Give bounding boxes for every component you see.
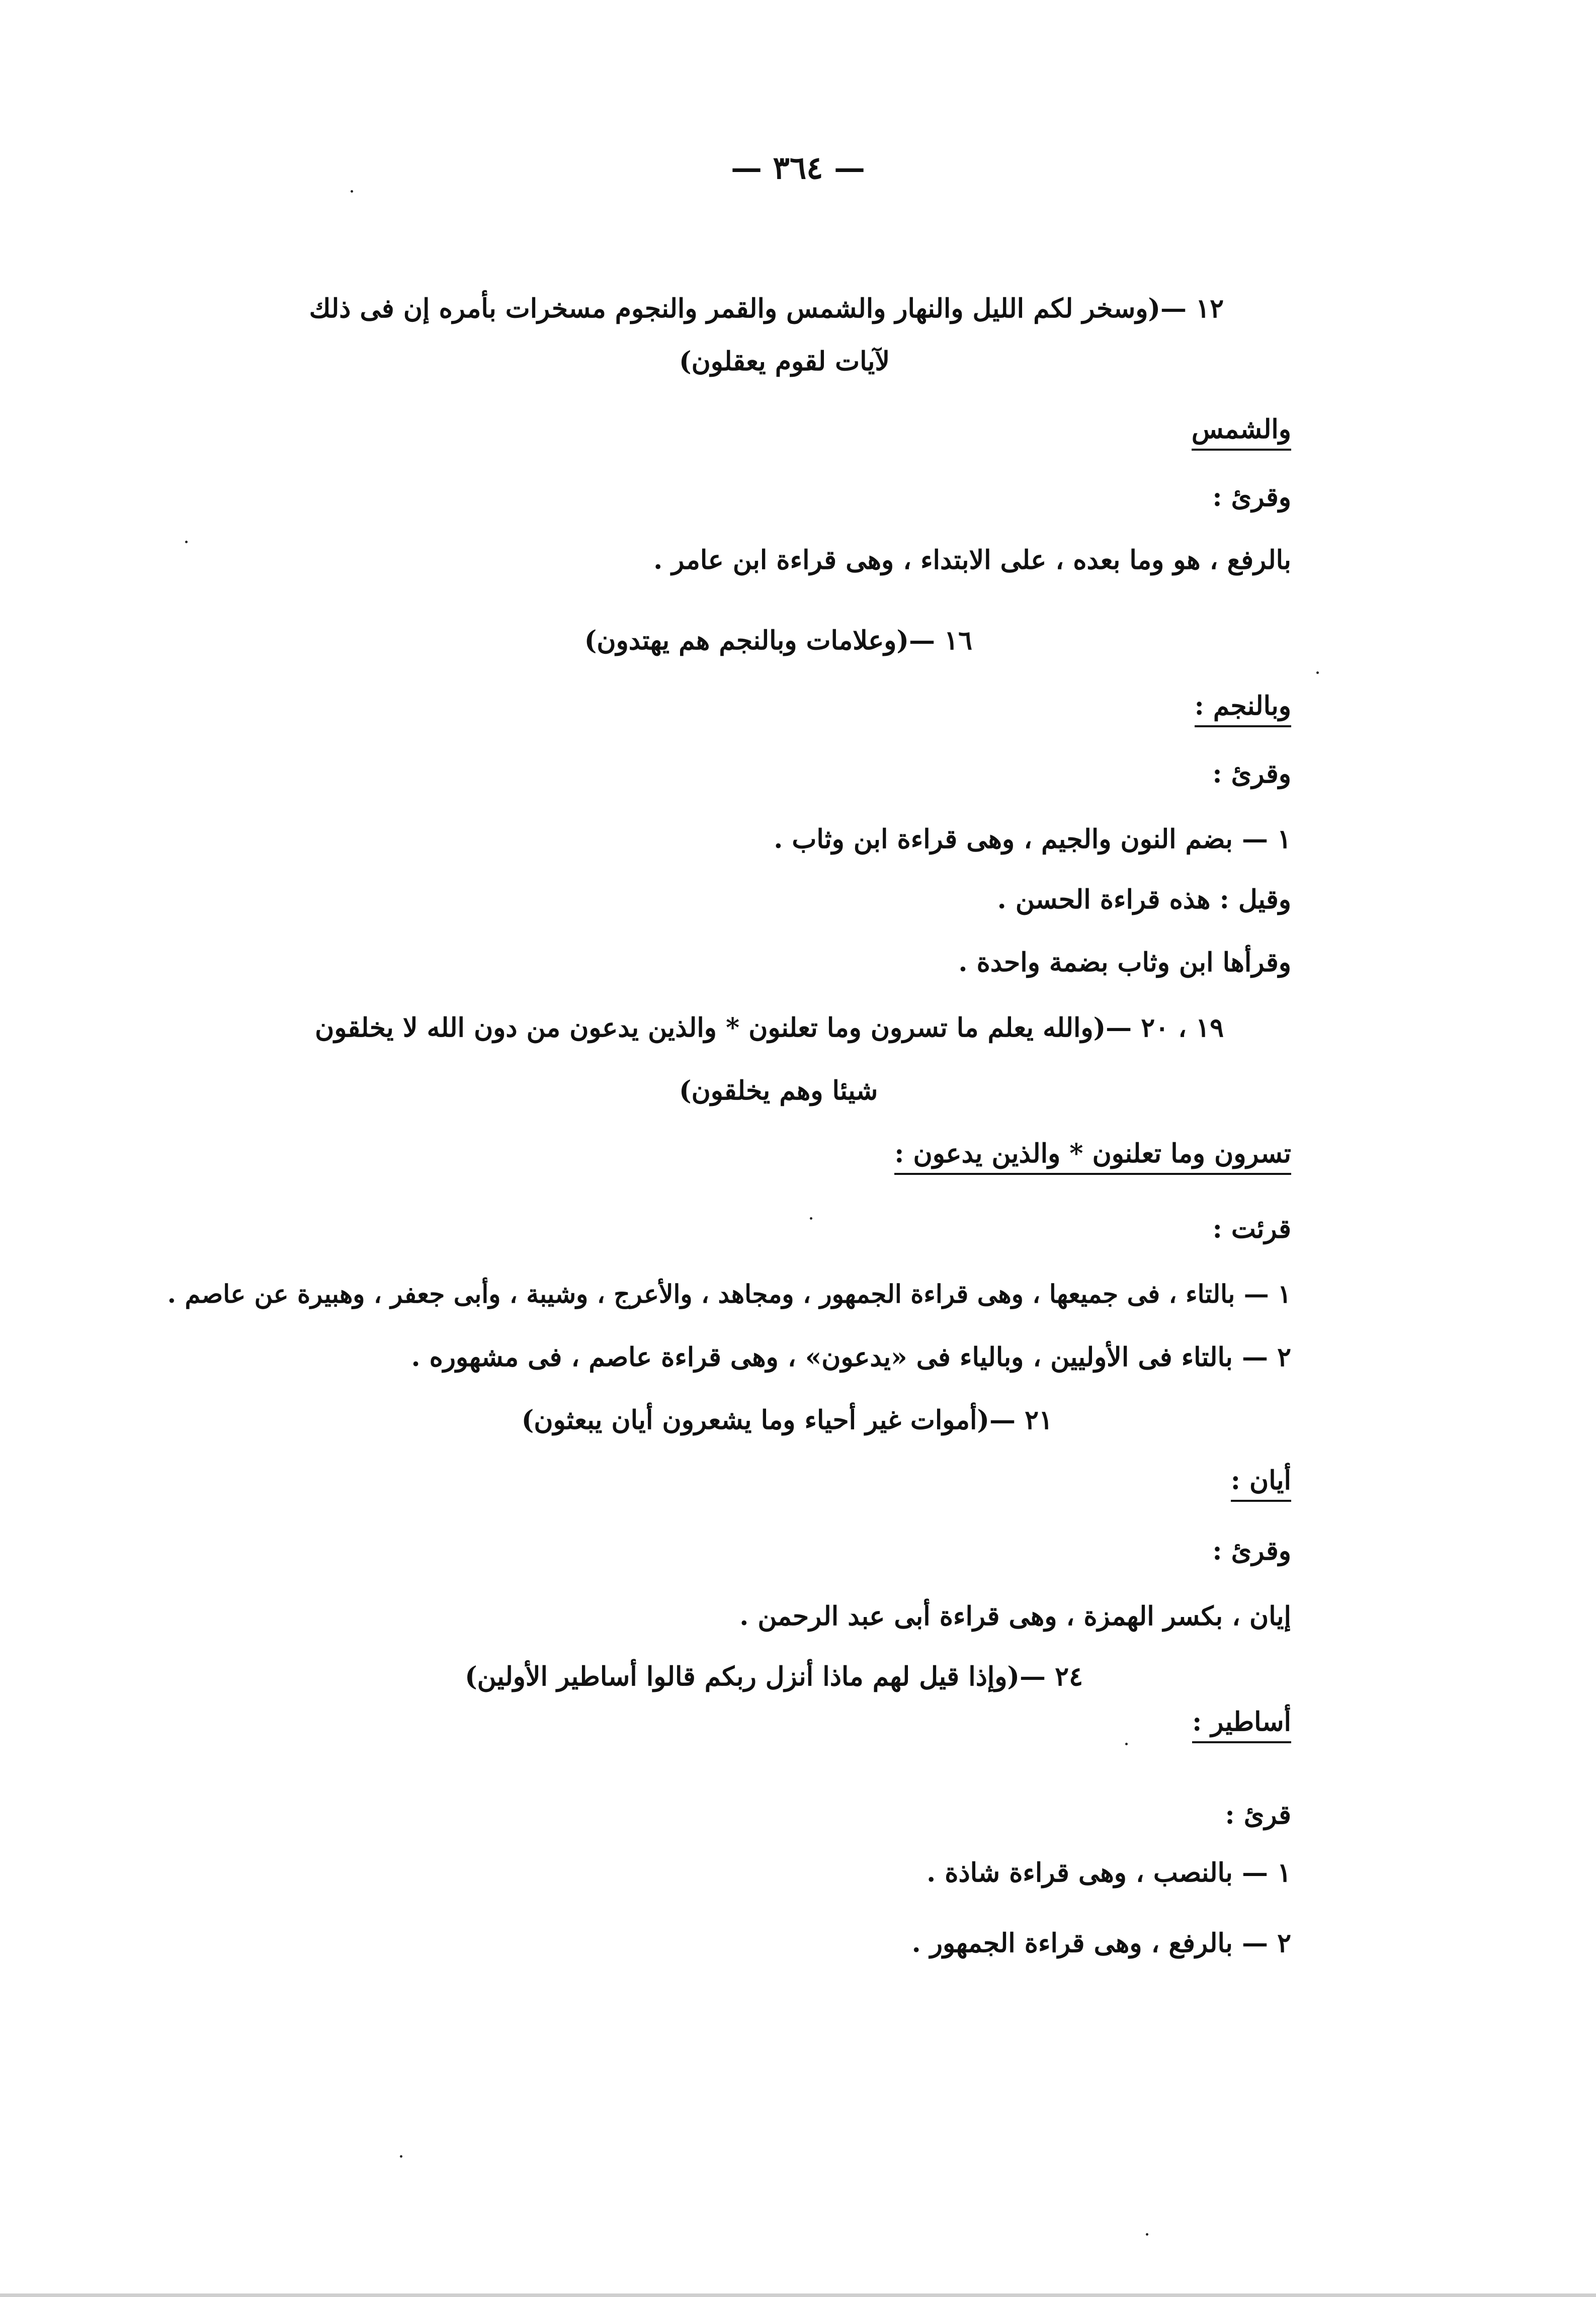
scan-speck [1146, 2233, 1148, 2236]
reading-asatir-2: ٢ — بالرفع ، وهى قراءة الجمهور . [911, 1928, 1291, 1959]
verse-16: ١٦ —(وعلامات وبالنجم هم يهتدون) [584, 625, 972, 656]
reading-tusirrun-1: ١ — بالتاء ، فى جميعها ، وهى قراءة الجمهور ، ومجاهد ، والأعرج ، وشيبة ، وأبى جعفر ، وهبيرة عن عاصم . [167, 1279, 1291, 1309]
scan-speck [1125, 1743, 1128, 1745]
reading-ayyan: إيان ، بكسر الهمزة ، وهى قراءة أبى عبد الرحمن . [739, 1601, 1291, 1632]
verse-12-line-1: ١٢ —(وسخر لكم الليل والنهار والشمس والقمر والنجوم مسخرات بأمره إن فى ذلك [309, 293, 1224, 324]
verse-19-20-line-2: شيئا وهم يخلقون) [679, 1075, 878, 1106]
scan-speck [810, 1217, 812, 1220]
verse-21: ٢١ —(أموات غير أحياء وما يشعرون أيان يبعثون) [521, 1405, 1053, 1435]
verse-19-20-line-1: ١٩ ، ٢٠ —(والله يعلم ما تسرون وما تعلنون * والذين يدعون من دون الله لا يخلقون [315, 1012, 1224, 1043]
scan-speck [1316, 671, 1319, 674]
reading-shams: بالرفع ، هو وما بعده ، على الابتداء ، وهى قراءة ابن عامر . [653, 545, 1291, 575]
scan-speck [400, 2155, 402, 2158]
qurie-label-1: وقرئ : [1212, 482, 1291, 513]
reading-najm-2: وقيل : هذه قراءة الحسن . [997, 884, 1291, 915]
verse-12-line-2: لآيات لقوم يعقلون) [679, 346, 890, 377]
heading-word-shams: والشمس [1192, 414, 1291, 451]
reading-tusirrun-2: ٢ — بالتاء فى الأوليين ، وبالياء فى «يدعون» ، وهى قراءة عاصم ، فى مشهوره . [411, 1342, 1291, 1373]
scan-speck [351, 190, 353, 193]
scan-speck [185, 541, 188, 543]
reading-najm-3: وقرأها ابن وثاب بضمة واحدة . [958, 947, 1291, 978]
reading-najm-1: ١ — بضم النون والجيم ، وهى قراءة ابن وثاب . [774, 824, 1291, 855]
page-number: — ٣٦٤ — [730, 149, 866, 186]
quriat-label: قرئت : [1212, 1214, 1291, 1244]
qurie-label-2: وقرئ : [1212, 758, 1291, 789]
heading-word-tusirrun: تسرون وما تعلنون * والذين يدعون : [894, 1138, 1291, 1175]
heading-word-najm: وبالنجم : [1195, 691, 1291, 727]
heading-word-ayyan: أيان : [1231, 1465, 1291, 1502]
reading-asatir-1: ١ — بالنصب ، وهى قراءة شاذة . [927, 1857, 1291, 1888]
page-bottom-edge [0, 2293, 1596, 2297]
heading-word-asatir: أساطير : [1192, 1707, 1291, 1743]
qurie-label-4: قرئ : [1225, 1800, 1291, 1830]
verse-24: ٢٤ —(وإذا قيل لهم ماذا أنزل ربكم قالوا أساطير الأولين) [465, 1661, 1083, 1692]
qurie-label-3: وقرئ : [1212, 1536, 1291, 1566]
